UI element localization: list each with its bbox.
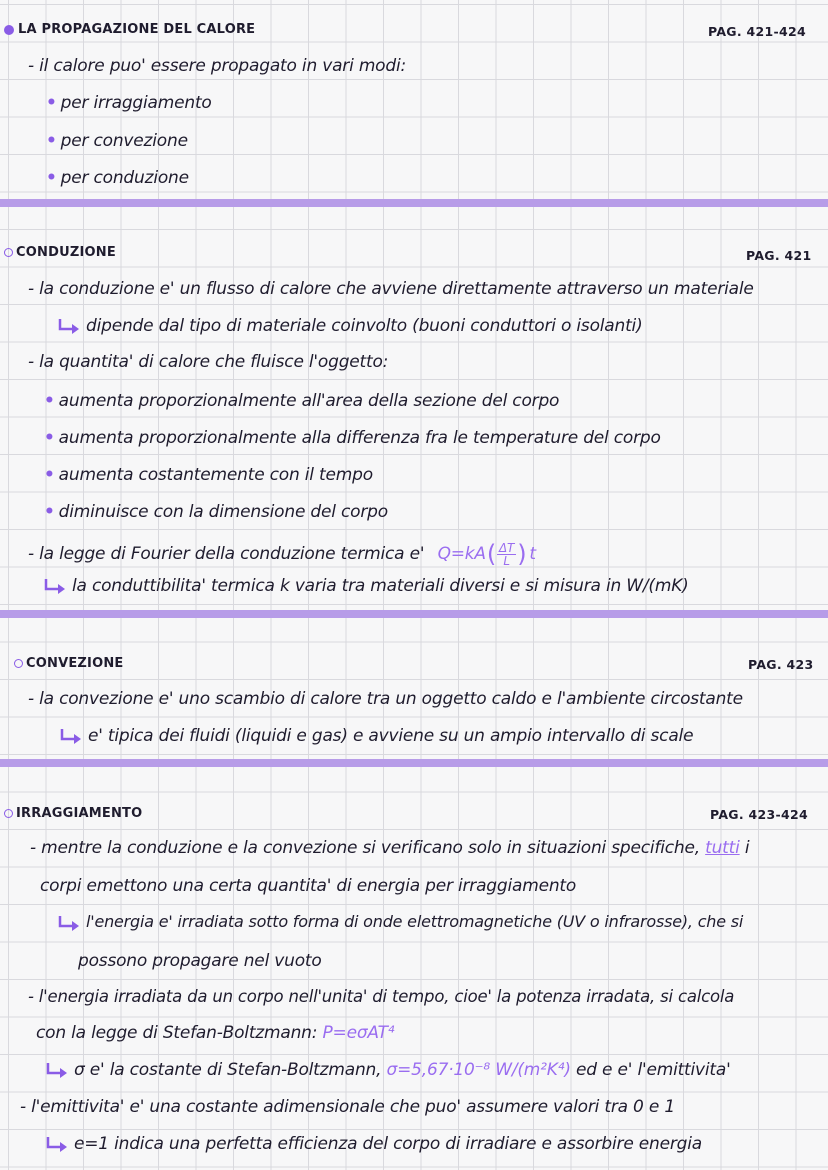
note-line: corpi emettono una certa quantita' di energia per irraggiamento	[40, 876, 577, 896]
note-line: σ e' la costante di Stefan-Boltzmann, σ=5,67·10⁻⁸ W/(m²K⁴) ed e e' l'emittivita'	[46, 1060, 731, 1080]
section-divider	[0, 610, 828, 618]
fourier-formula: Q=kA ( ΔT L ) t	[437, 540, 536, 568]
list-item: • aumenta proporzionalmente alla differenza fra le temperature del corpo	[44, 428, 661, 448]
sigma-value: σ=5,67·10⁻⁸ W/(m²K⁴)	[386, 1060, 571, 1080]
list-item: • aumenta proporzionalmente all'area della sezione del corpo	[44, 391, 560, 411]
note-line: possono propagare nel vuoto	[78, 951, 322, 971]
section-divider	[0, 759, 828, 767]
arrow-right-icon	[44, 578, 66, 594]
bullet-icon: •	[46, 168, 57, 188]
bullet-icon: •	[44, 502, 55, 522]
note-line: l'energia e' irradiata sotto forma di onde elettromagnetiche (UV o infrarosse), che si	[58, 912, 743, 931]
list-item: • per conduzione	[46, 168, 189, 188]
section-title-irraggiamento: IRRAGGIAMENTO	[4, 806, 142, 821]
note-line: con la legge di Stefan-Boltzmann: P=eσAT⁴	[36, 1023, 395, 1043]
bullet-circle-icon	[4, 809, 13, 818]
bullet-circle-icon	[14, 659, 23, 668]
bullet-icon: •	[46, 131, 57, 151]
arrow-right-icon	[58, 915, 80, 931]
arrow-right-icon	[46, 1136, 68, 1152]
page-ref: PAG. 423	[748, 657, 814, 672]
note-line: - la conduzione e' un flusso di calore che avviene direttamente attraverso un materiale	[28, 279, 754, 299]
section-title-convezione: CONVEZIONE	[14, 656, 124, 671]
bullet-dot-icon	[4, 25, 14, 35]
note-line: - la quantita' di calore che fluisce l'oggetto:	[28, 352, 389, 372]
note-line: e=1 indica una perfetta efficienza del corpo di irradiare e assorbire energia	[46, 1134, 702, 1154]
stefan-boltzmann-formula: P=eσAT⁴	[322, 1023, 395, 1043]
note-line: dipende dal tipo di materiale coinvolto (buoni conduttori o isolanti)	[58, 316, 643, 336]
bullet-circle-icon	[4, 248, 13, 257]
note-line: la conduttibilita' termica k varia tra materiali diversi e si misura in W/(mK)	[44, 576, 689, 596]
bullet-icon: •	[44, 428, 55, 448]
section-title-propagazione: LA PROPAGAZIONE DEL CALORE	[4, 22, 255, 37]
section-divider	[0, 199, 828, 207]
bullet-icon: •	[44, 465, 55, 485]
arrow-right-icon	[58, 318, 80, 334]
list-item: • per irraggiamento	[46, 93, 212, 113]
page-ref: PAG. 423-424	[710, 807, 809, 822]
note-line: - l'emittivita' e' una costante adimensionale che puo' assumere valori tra 0 e 1	[20, 1097, 675, 1117]
list-item: • diminuisce con la dimensione del corpo	[44, 502, 388, 522]
note-line: - la convezione e' uno scambio di calore tra un oggetto caldo e l'ambiente circostante	[28, 689, 743, 709]
section-title-conduzione: CONDUZIONE	[4, 245, 116, 260]
page-ref: PAG. 421-424	[708, 24, 807, 39]
arrow-right-icon	[60, 728, 82, 744]
list-item: • per convezione	[46, 131, 188, 151]
note-line: e' tipica dei fluidi (liquidi e gas) e avviene su un ampio intervallo di scale	[60, 726, 693, 746]
note-line: - l'energia irradiata da un corpo nell'unita' di tempo, cioe' la potenza irradata, si calcola	[28, 987, 735, 1006]
page-ref: PAG. 421	[746, 248, 812, 263]
note-line: - mentre la conduzione e la convezione si verificano solo in situazioni specifiche, tutti i	[30, 838, 750, 858]
bullet-icon: •	[46, 93, 57, 113]
list-item: • aumenta costantemente con il tempo	[44, 465, 373, 485]
bullet-icon: •	[44, 391, 55, 411]
note-line: - la legge di Fourier della conduzione termica e' Q=kA ( ΔT L ) t	[28, 540, 536, 568]
arrow-right-icon	[46, 1062, 68, 1078]
note-line: - il calore puo' essere propagato in vari modi:	[28, 56, 407, 76]
